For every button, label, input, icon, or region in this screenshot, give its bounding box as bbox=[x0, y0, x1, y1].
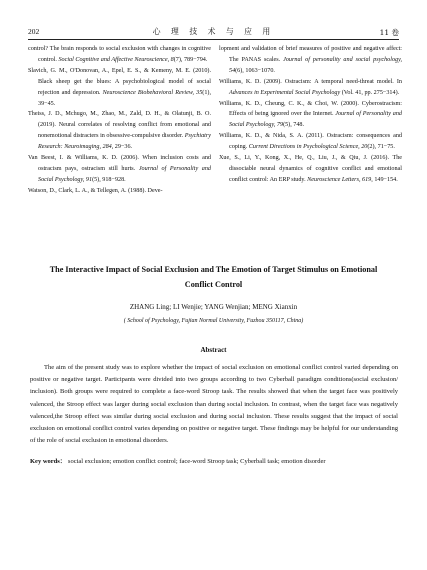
reference-text: Van Beest, I. & Williams, K. D. (2006). When inclusion costs and ostracism pays, ostracism still hurts. bbox=[28, 155, 211, 172]
reference-source: Journal of personality and social psychology, 54 bbox=[229, 56, 403, 74]
references-right-column bbox=[219, 44, 402, 186]
reference-source: Social Cognitive and Affective Neuroscience, 8 bbox=[58, 56, 174, 63]
reference-entry bbox=[28, 186, 211, 197]
reference-pages: (6), 1063−1070. bbox=[235, 67, 275, 74]
reference-pages: (1), 39−45. bbox=[38, 89, 211, 107]
keywords-label: Key words： bbox=[30, 458, 67, 465]
abstract-heading: Abstract bbox=[200, 346, 227, 354]
reference-text: control? The brain responds to social exclusion with changes in cognitive control. bbox=[28, 46, 211, 63]
reference-text: Williams, K. D. (2009). Ostracism: A temporal need-threat model. In bbox=[219, 78, 402, 85]
english-title: The Interactive Impact of Social Exclusion and The Emotion of Target Stimulus on Emotional Conflict Control bbox=[49, 265, 378, 289]
reference-entry bbox=[219, 44, 402, 77]
reference-entry bbox=[28, 109, 211, 153]
reference-text: Williams, K. D., & Nida, S. A. (2011). Ostracism: consequences and coping. bbox=[219, 133, 402, 151]
reference-entry bbox=[28, 66, 211, 110]
reference-entry bbox=[28, 44, 211, 66]
keywords-line bbox=[30, 456, 398, 468]
reference-text: Theiss, J. D., Mchugo, M., Zhao, M., Zald, D. H., & Olatunji, B. O. (2019). Neural correlates of resolving conflict from emotional and nonemotional distracters in obsessive-compulsive disorder. bbox=[28, 111, 211, 140]
reference-source: Journal of Personality and Social Psychology, 91 bbox=[38, 165, 211, 183]
page-number: 202 bbox=[28, 27, 40, 36]
reference-entry bbox=[219, 77, 402, 99]
reference-pages: , 149−154. bbox=[371, 176, 398, 183]
reference-source: Neuroscience Letters, 619 bbox=[307, 176, 372, 183]
reference-source: Psychiatry Research: Neuroimaging, 284 bbox=[38, 133, 211, 151]
reference-pages: (Vol. 41, pp. 275−314). bbox=[340, 89, 400, 96]
journal-title: 心 理 技 术 与 应 用 bbox=[152, 27, 275, 36]
reference-pages: (5), 918−928. bbox=[92, 176, 126, 183]
author-list: ZHANG Ling; LI Wenjie; YANG Wenjian; MENG Xianxin bbox=[129, 303, 298, 311]
reference-pages: (7), 789−794. bbox=[173, 56, 208, 63]
reference-text: lopment and validation of brief measures of positive and negative affect: The PANAS scales. bbox=[219, 46, 402, 63]
volume-label: 11 卷 bbox=[379, 28, 399, 37]
keywords-list: social exclusion; emotion conflict control; face-word Stroop task; Cyberball task; emotion disorder bbox=[67, 458, 326, 465]
reference-text: Slavich, G. M., O'Donovan, A., Epel, E. S., & Kemeny, M. E. (2010). Black sheep get the blues: A psychobiological model of social rejection and depression. bbox=[28, 67, 211, 96]
references-left-column bbox=[28, 44, 211, 197]
running-header bbox=[28, 26, 399, 40]
reference-source: Advances in Experimental Social Psychology bbox=[229, 89, 341, 96]
reference-source: Journal of Personality and Social Psychology, 79 bbox=[229, 111, 402, 129]
author-affiliation: ( School of Psychology, Fujian Normal University, Fuzhou 350117, China) bbox=[123, 318, 304, 324]
reference-source: Neuroscience Biobehavioral Review, 35 bbox=[102, 89, 203, 96]
reference-pages: (2), 71−75. bbox=[367, 144, 395, 151]
reference-text: Williams, K. D., Cheung, C. K., & Choi, W. (2000). Cyberostracism: Effects of being ignored over the Internet. bbox=[219, 100, 402, 118]
reference-entry bbox=[219, 153, 402, 186]
abstract-body: The aim of the present study was to explore whether the impact of social exclusion on emotional conflict control varied depending on positive or negative target. Participants were divided into two groups according to two Cyberball paradigm conditions(social exclusion/ inclusion). Both groups were required to complete a face-word Stroop task. The results showed that when the target face was positively valenced, the Stroop effect was larger during social exclusion than during social inclusion. In contrast, when the target face was negatively valenced,the Stroop effect was similar during social exclusion and during social inclusion. These results suggest that the impact of social exclusion on emotional conflict control varies depending on positive or negative target. These findings may be helpful for our understanding of the role of social exclusion in emotional disorders. bbox=[30, 364, 398, 445]
reference-entry bbox=[219, 131, 402, 153]
reference-text: Watson, D., Clark, L. A., & Tellegen, A. (1988). Deve- bbox=[28, 187, 163, 194]
reference-source: Current Directions in Psychological Science, 20 bbox=[248, 144, 368, 151]
reference-entry bbox=[28, 153, 211, 186]
reference-pages: (5), 748. bbox=[283, 122, 305, 129]
reference-entry bbox=[219, 99, 402, 132]
reference-pages: , 29−36. bbox=[111, 144, 133, 151]
reference-text: Xue, S., Li, Y., Kong, X., He, Q., Liu, J., & Qiu, J. (2016). The dissociable neural dynamics of cognitive conflict and emotional conflict control: An ERP study. bbox=[219, 155, 402, 183]
